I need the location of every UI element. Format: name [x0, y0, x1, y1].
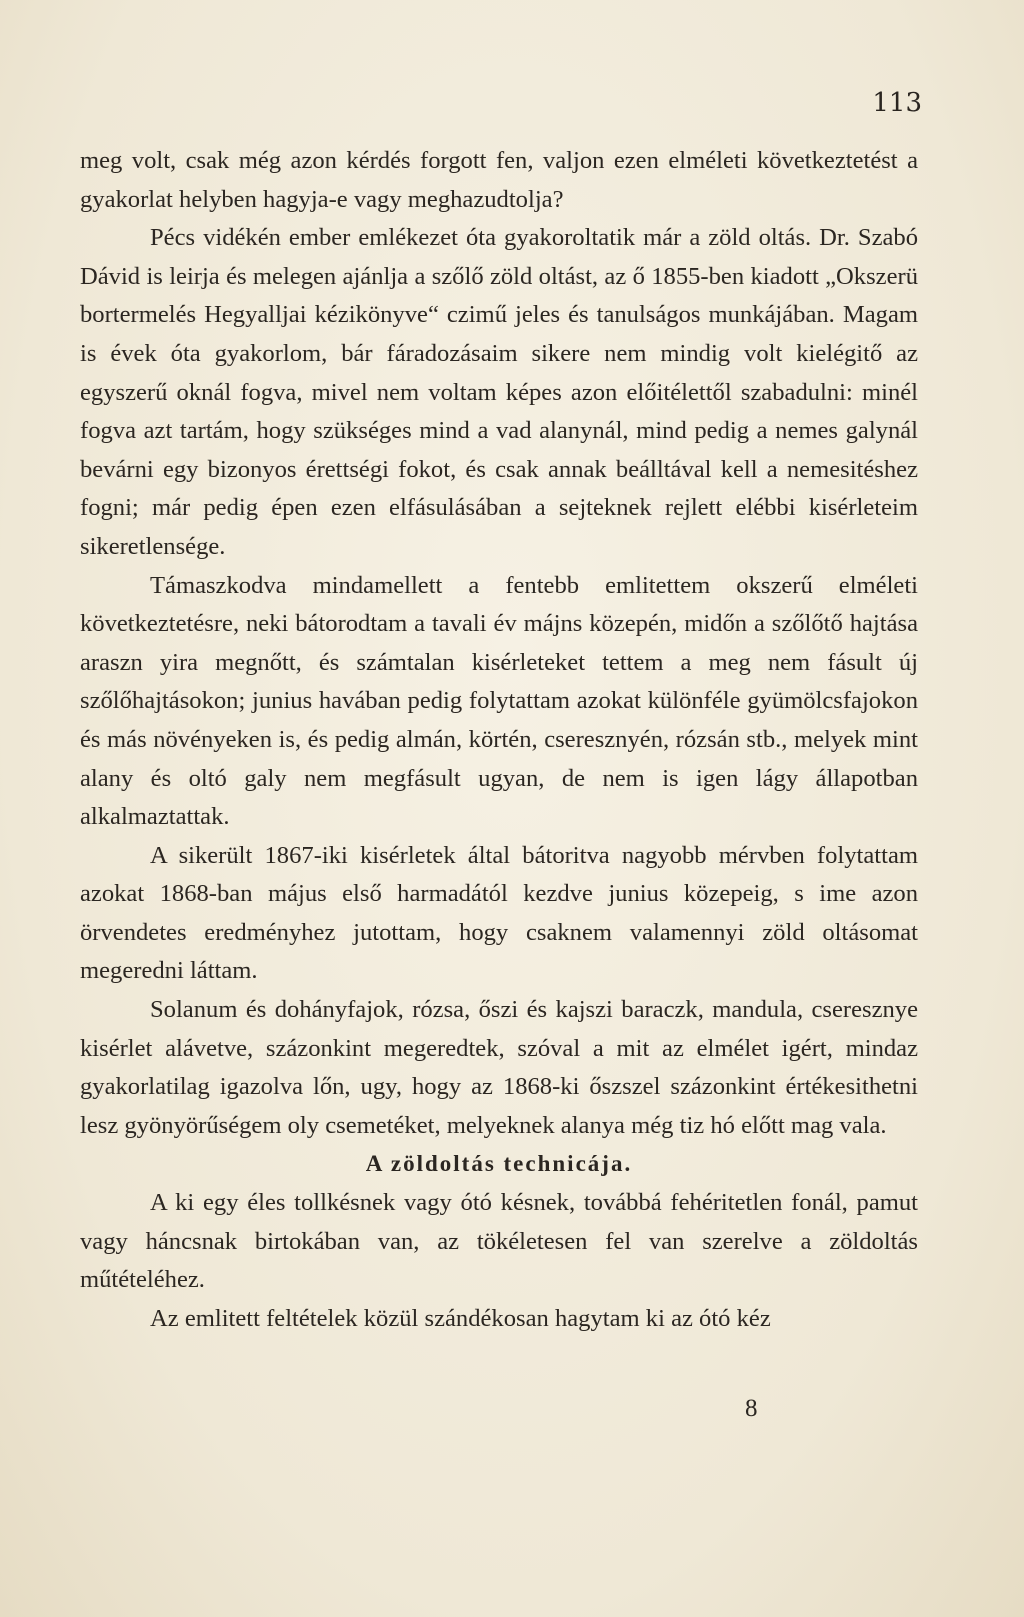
- page-number: 113: [872, 88, 922, 118]
- paragraph-1: meg volt, csak még azon kérdés forgott fen, valjon ezen elméleti következtetést a gyakorlat helyben hagyja-e vagy meghazudtolja?: [80, 147, 918, 213]
- signature-mark: 8: [745, 1395, 758, 1422]
- paragraph-7: Az emlitett feltételek közül szándékosan hagytam ki az ótó kéz: [150, 1304, 771, 1332]
- paragraph-3: Támaszkodva mindamellett a fentebb emlitettem okszerű elméleti következtetésre, neki bátorodtam a tavali év májns közepén, midőn a szőlőtő hajtása araszn yira megnőtt, és számtalan kisérleteket tettem a meg nem fásult új szőlőhajtásokon; junius havában pedig folytattam azokat különféle gyümölcsfajokon és más növényeken is, és pedig almán, körtén, cseresznyén, rózsán stb., melyek mint alany és oltó galy nem megfásult ugyan, de nem is igen lágy állapotban alkalmaztattak.: [80, 571, 918, 831]
- section-heading: A zöldoltás technicája.: [365, 1151, 633, 1177]
- paragraph-2: Pécs vidékén ember emlékezet óta gyakoroltatik már a zöld oltás. Dr. Szabó Dávid is leirja és melegen ajánlja a szőlő zöld oltást, az ő 1855-ben kiadott „Okszerü bortermelés Hegyalljai kézikönyve“ czimű jeles és tanulságos munkájában. Magam is évek óta gyakorlom, bár fáradozásaim sikere nem mindig volt kielégitő az egyszerű oknál fogva, mivel nem voltam képes azon előitélettől szabadulni: minél fogva azt tartám, hogy szükséges mind a vad alanynál, mind pedig a nemes galynál bevárni egy bizonyos érettségi fokot, és csak annak beálltával kell a nemesitéshez fogni; már pedig épen ezen elfásulásában a sejteknek rejlett elébbi kisérleteim sikeretlensége.: [80, 224, 918, 560]
- paragraph-4: A sikerült 1867-iki kisérletek által bátoritva nagyobb mérvben folytattam azokat 1868-ban május első harmadától kezdve junius közepeig, s ime azon örvendetes eredményhez jutottam, hogy csaknem valamennyi zöld oltásomat megeredni láttam.: [80, 841, 918, 985]
- paragraph-6: A ki egy éles tollkésnek vagy ótó késnek, továbbá fehéritetlen fonál, pamut vagy háncsnak birtokában van, az tökéletesen fel van szerelve a zöldoltás műtételéhez.: [80, 1189, 918, 1294]
- paragraph-5: Solanum és dohányfajok, rózsa, őszi és kajszi baraczk, mandula, cseresznye kisérlet alávetve, százonkint megeredtek, szóval a mit az elmélet igért, mindaz gyakorlatilag igazolva lőn, ugy, hogy az 1868-ki őszszel százonkint értékesithetni lesz gyönyörűségem oly csemetéket, melyeknek alanya még tiz hó előtt mag vala.: [80, 996, 918, 1139]
- body-text: [80, 142, 918, 1338]
